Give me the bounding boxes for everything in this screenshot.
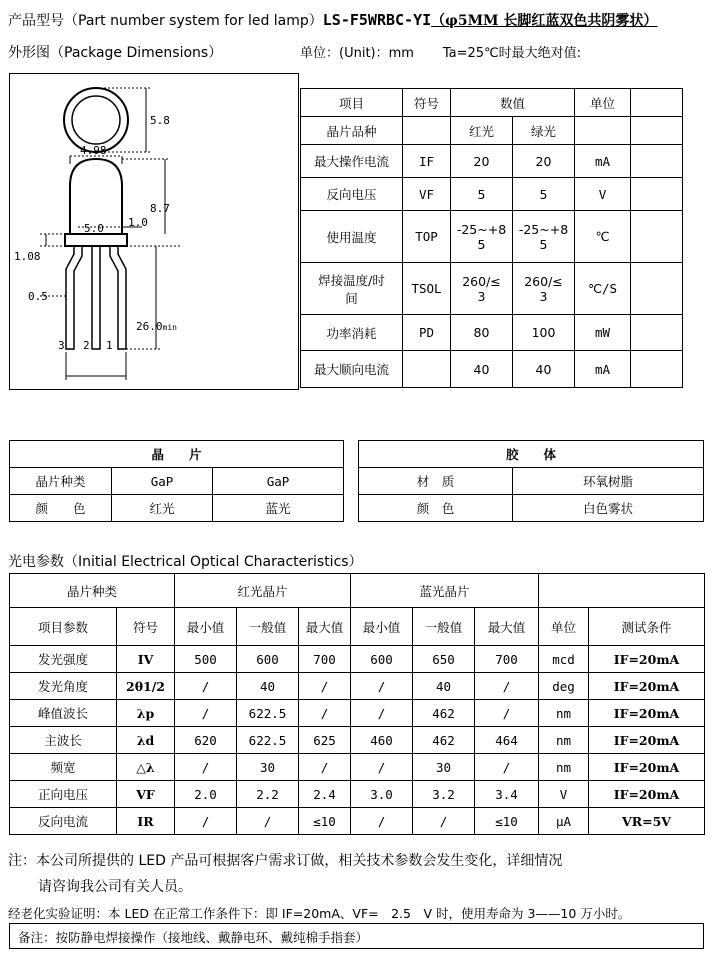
- optical-cell: 反向电流: [10, 808, 117, 835]
- table-row: [10, 673, 705, 700]
- optical-title: 光电参数（Initial Electrical Optical Characteristics）: [8, 554, 363, 570]
- value-line: -25~+8: [518, 221, 569, 237]
- header-test-condition: 测试条件: [589, 608, 705, 646]
- optical-cell: /: [475, 673, 539, 700]
- header-unit: 单位: [539, 608, 589, 646]
- optical-cell: /: [299, 673, 351, 700]
- note-aging: 经老化实验证明：本 LED 在正常工作条件下：即 IF=20mA、VF= 2.5 V 时，使用寿命为 3——10 万小时。: [8, 906, 631, 921]
- package-drawing: [9, 73, 299, 390]
- header-max: 最大值: [475, 608, 539, 646]
- optical-cell: 3.0: [351, 781, 413, 808]
- optical-cell: ≤10: [475, 808, 539, 835]
- value-cell: 5: [513, 178, 575, 211]
- table-row: [10, 754, 705, 781]
- blue-chip-header: 蓝光晶片: [351, 574, 539, 608]
- optical-cell: 2.0: [175, 781, 237, 808]
- pin-1-label: 1: [106, 339, 113, 352]
- lead-2: [92, 246, 100, 349]
- optical-cell: IF=20mA: [589, 646, 705, 673]
- table-row: [10, 468, 344, 495]
- optical-cell: /: [475, 700, 539, 727]
- optical-cell: λd: [117, 727, 175, 754]
- optical-cell: IF=20mA: [589, 700, 705, 727]
- colloid-table: [358, 440, 704, 522]
- value-cell: 100: [513, 315, 575, 351]
- table-row: [301, 263, 683, 315]
- pin-3-label: 3: [58, 339, 65, 352]
- optical-cell: V: [539, 781, 589, 808]
- optical-cell: 500: [175, 646, 237, 673]
- table-row: [359, 441, 704, 468]
- value-line: 3: [477, 288, 486, 304]
- symbol-cell: TSOL: [403, 263, 451, 315]
- value-cell: 20: [451, 145, 513, 178]
- value-line: 260/≤: [462, 273, 501, 289]
- optical-cell: 462: [413, 727, 475, 754]
- dim-26-0-suffix: min: [162, 323, 177, 332]
- color-value: 白色雾状: [513, 495, 704, 522]
- optical-cell: /: [351, 700, 413, 727]
- dim-1-08: 1.08: [14, 250, 41, 263]
- optical-cell: 正向电压: [10, 781, 117, 808]
- table-row: [10, 727, 705, 754]
- optical-cell: 650: [413, 646, 475, 673]
- optical-cell: VF: [117, 781, 175, 808]
- unit-condition: [300, 42, 581, 61]
- empty-cell: [539, 574, 705, 608]
- note-2: 请咨询我公司有关人员。: [38, 879, 192, 895]
- value-cell: 40: [513, 351, 575, 388]
- optical-cell: /: [413, 808, 475, 835]
- chip-material-2: GaP: [213, 468, 344, 495]
- led-dimension-diagram: [10, 74, 298, 389]
- unit-cell: ℃/S: [575, 263, 631, 315]
- optical-cell: 2.4: [299, 781, 351, 808]
- optical-cell: 40: [413, 673, 475, 700]
- remark-box: 备注：按防静电焊接操作（接地线、戴静电环、戴纯棉手指套）: [9, 923, 704, 949]
- optical-cell: 600: [237, 646, 299, 673]
- header-value: 数值: [451, 89, 575, 117]
- part-spec: （φ5MM 长脚红蓝双色共阴雾状）: [431, 13, 658, 29]
- optical-cell: 462: [413, 700, 475, 727]
- item-line: 间: [345, 290, 358, 306]
- table-row: [301, 117, 683, 145]
- chip-color-2: 蓝光: [213, 495, 344, 522]
- optical-cell: /: [175, 808, 237, 835]
- chip-table: [9, 440, 344, 522]
- optical-cell: 622.5: [237, 700, 299, 727]
- optical-cell: 主波长: [10, 727, 117, 754]
- dim-26-0-value: 26.0: [136, 320, 163, 333]
- optical-cell: nm: [539, 727, 589, 754]
- optical-cell: /: [299, 754, 351, 781]
- value-cell: [451, 263, 513, 315]
- unit-cell: mW: [575, 315, 631, 351]
- empty-cell: [403, 117, 451, 145]
- table-row: [10, 646, 705, 673]
- optical-cell: 464: [475, 727, 539, 754]
- empty-cell: [631, 117, 683, 145]
- item-cell: 使用温度: [301, 211, 403, 263]
- table-row: [301, 315, 683, 351]
- item-cell: 功率消耗: [301, 315, 403, 351]
- package-label: 外形图（Package Dimensions）: [8, 45, 223, 61]
- table-row: [301, 351, 683, 388]
- symbol-cell: IF: [403, 145, 451, 178]
- optical-cell: /: [237, 808, 299, 835]
- red-chip-header: 红光晶片: [175, 574, 351, 608]
- optical-cell: IR: [117, 808, 175, 835]
- optical-cell: /: [351, 754, 413, 781]
- optical-cell: IF=20mA: [589, 727, 705, 754]
- header-unit: 单位: [575, 89, 631, 117]
- symbol-cell: [403, 351, 451, 388]
- header-min: 最小值: [351, 608, 413, 646]
- note-1: 注：本公司所提供的 LED 产品可根据客户需求订做，相关技术参数会发生变化，详细情况: [8, 853, 563, 869]
- color-label: 颜 色: [359, 495, 513, 522]
- header-max: 最大值: [299, 608, 351, 646]
- header-typ: 一般值: [237, 608, 299, 646]
- pin-2-label: 2: [83, 339, 90, 352]
- empty-cell: [631, 145, 683, 178]
- value-cell: [513, 263, 575, 315]
- symbol-cell: TOP: [403, 211, 451, 263]
- table-row: [10, 608, 705, 646]
- table-row: [10, 781, 705, 808]
- optical-cell: 3.2: [413, 781, 475, 808]
- value-line: -25~+8: [456, 221, 507, 237]
- value-cell: 40: [451, 351, 513, 388]
- value-line: 3: [539, 288, 548, 304]
- optical-cell: 625: [299, 727, 351, 754]
- unit-cell: V: [575, 178, 631, 211]
- optical-table: [9, 573, 705, 835]
- optical-cell: 峰值波长: [10, 700, 117, 727]
- value-line: 5: [539, 236, 548, 252]
- value-cell: [513, 211, 575, 263]
- material-value: 环氧树脂: [513, 468, 704, 495]
- header-symbol: 符号: [403, 89, 451, 117]
- optical-cell: 460: [351, 727, 413, 754]
- led-top-inner-circle: [72, 96, 120, 144]
- optical-cell: λp: [117, 700, 175, 727]
- optical-cell: /: [175, 754, 237, 781]
- optical-cell: △λ: [117, 754, 175, 781]
- optical-cell: 700: [475, 646, 539, 673]
- dim-5-0: 5.0: [84, 222, 104, 235]
- optical-cell: 频宽: [10, 754, 117, 781]
- optical-cell: 600: [351, 646, 413, 673]
- optical-cell: 3.4: [475, 781, 539, 808]
- value-cell: 5: [451, 178, 513, 211]
- optical-cell: 30: [413, 754, 475, 781]
- table-row: [10, 808, 705, 835]
- optical-cell: μA: [539, 808, 589, 835]
- table-row: [301, 89, 683, 117]
- value-cell: [451, 211, 513, 263]
- empty-cell: [631, 178, 683, 211]
- table-row: [10, 700, 705, 727]
- optical-cell: deg: [539, 673, 589, 700]
- empty-cell: [631, 263, 683, 315]
- table-row: [301, 211, 683, 263]
- ta-condition: Ta=25℃时最大绝对值:: [442, 46, 582, 61]
- empty-cell: [631, 351, 683, 388]
- optical-cell: 40: [237, 673, 299, 700]
- header-item: 项目: [301, 89, 403, 117]
- table-row: [10, 495, 344, 522]
- chip-material-1: GaP: [112, 468, 213, 495]
- header-param: 项目参数: [10, 608, 117, 646]
- dim-4-98: 4.98: [80, 144, 107, 157]
- empty-cell: [575, 117, 631, 145]
- optical-cell: 2.2: [237, 781, 299, 808]
- value-line: 260/≤: [524, 273, 563, 289]
- lead-1: [110, 246, 126, 349]
- header-symbol: 符号: [117, 608, 175, 646]
- chip-type-header: 晶片种类: [10, 574, 175, 608]
- page-title: [8, 10, 657, 30]
- symbol-cell: VF: [403, 178, 451, 211]
- optical-cell: IF=20mA: [589, 781, 705, 808]
- optical-cell: 700: [299, 646, 351, 673]
- max-ratings-table: [300, 88, 683, 388]
- unit-cell: mA: [575, 351, 631, 388]
- dim-1-0: 1.0: [128, 216, 148, 229]
- table-row: [10, 441, 344, 468]
- item-cell: 反向电压: [301, 178, 403, 211]
- dim-26-0: [136, 320, 177, 333]
- empty-cell: [631, 211, 683, 263]
- header-min: 最小值: [175, 608, 237, 646]
- led-flange: [65, 234, 127, 246]
- value-cell: 20: [513, 145, 575, 178]
- material-label: 材 质: [359, 468, 513, 495]
- optical-cell: VR=5V: [589, 808, 705, 835]
- lead-3: [66, 246, 82, 349]
- value-line: 5: [477, 236, 486, 252]
- item-cell: 最大顺向电流: [301, 351, 403, 388]
- item-cell: [301, 263, 403, 315]
- table-row: [301, 178, 683, 211]
- chip-red: 红光: [451, 117, 513, 145]
- part-number: LS-F5WRBC-YI: [322, 11, 432, 29]
- optical-cell: 发光强度: [10, 646, 117, 673]
- optical-cell: /: [175, 700, 237, 727]
- optical-cell: nm: [539, 700, 589, 727]
- chip-header: 晶 片: [10, 441, 344, 468]
- optical-cell: mcd: [539, 646, 589, 673]
- chip-type-label: 晶片品种: [301, 117, 403, 145]
- item-cell: 最大操作电流: [301, 145, 403, 178]
- chip-type-label: 晶片种类: [10, 468, 112, 495]
- value-cell: 80: [451, 315, 513, 351]
- optical-cell: ≤10: [299, 808, 351, 835]
- table-row: [359, 495, 704, 522]
- optical-cell: /: [351, 673, 413, 700]
- optical-cell: IF=20mA: [589, 754, 705, 781]
- optical-cell: IV: [117, 646, 175, 673]
- unit-cell: mA: [575, 145, 631, 178]
- colloid-header: 胶 体: [359, 441, 704, 468]
- table-row: [301, 145, 683, 178]
- unit-label: 单位：(Unit)：mm: [300, 46, 414, 61]
- optical-cell: /: [299, 700, 351, 727]
- chip-color-1: 红光: [112, 495, 213, 522]
- chip-color-label: 颜 色: [10, 495, 112, 522]
- empty-cell: [631, 89, 683, 117]
- title-label: 产品型号（Part number system for led lamp）: [8, 13, 323, 29]
- optical-cell: /: [475, 754, 539, 781]
- symbol-cell: PD: [403, 315, 451, 351]
- empty-cell: [631, 315, 683, 351]
- optical-cell: 30: [237, 754, 299, 781]
- unit-cell: ℃: [575, 211, 631, 263]
- optical-cell: IF=20mA: [589, 673, 705, 700]
- led-top-outer-circle: [64, 88, 128, 152]
- dim-8-7: 8.7: [150, 202, 170, 215]
- optical-cell: 发光角度: [10, 673, 117, 700]
- dim-0-5: 0.5: [28, 290, 48, 303]
- item-line: 焊接温度/时: [318, 272, 385, 288]
- optical-cell: 620: [175, 727, 237, 754]
- table-row: [359, 468, 704, 495]
- optical-cell: nm: [539, 754, 589, 781]
- optical-cell: /: [175, 673, 237, 700]
- optical-cell: 2θ1/2: [117, 673, 175, 700]
- table-row: [10, 574, 705, 608]
- header-typ: 一般值: [413, 608, 475, 646]
- chip-green: 绿光: [513, 117, 575, 145]
- dim-5-8: 5.8: [150, 114, 170, 127]
- optical-cell: 622.5: [237, 727, 299, 754]
- optical-cell: /: [351, 808, 413, 835]
